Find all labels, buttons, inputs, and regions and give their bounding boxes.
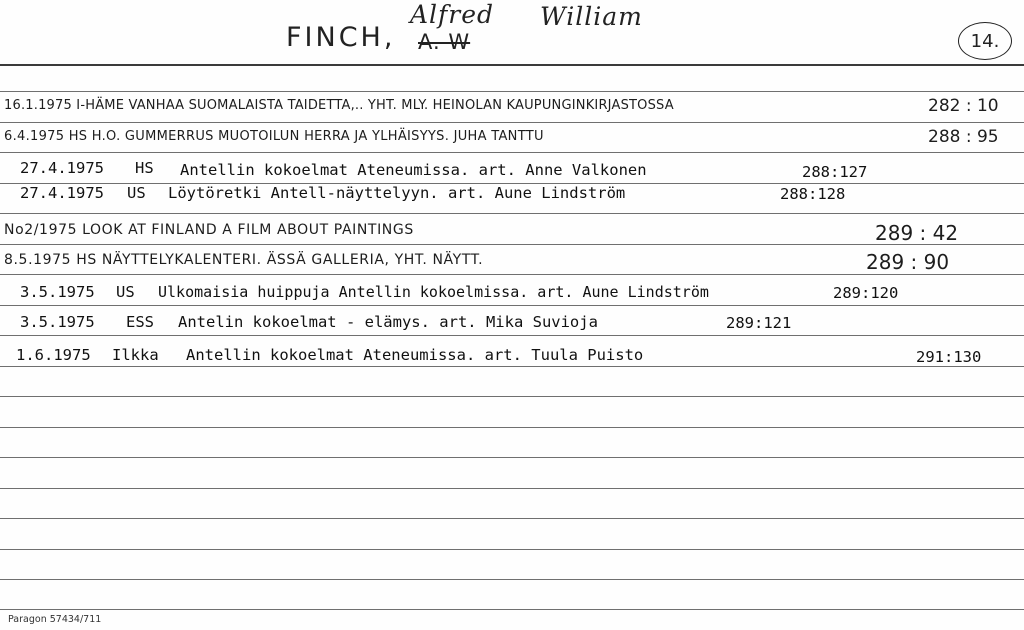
entry-text: 16.1.1975 I-HÄME VANHAA SUOMALAISTA TAIDETTA,.. YHT. MLY. HEINOLAN KAUPUNGINKIRJASTOSSA — [4, 98, 674, 113]
ruled-line — [0, 518, 1024, 519]
entry-text: Antelin kokoelmat - elämys. art. Mika Suvioja — [178, 313, 598, 331]
entry-reference: 289:121 — [726, 314, 792, 332]
entry-reference: 288:127 — [802, 163, 868, 181]
entry-reference: 288:128 — [780, 185, 846, 203]
ruled-line — [0, 274, 1024, 275]
ruled-line — [0, 396, 1024, 397]
entry-text: No2/1975 LOOK AT FINLAND A FILM ABOUT PAINTINGS — [4, 222, 414, 238]
ruled-line — [0, 335, 1024, 336]
entry-date: 3.5.1975 — [20, 313, 95, 331]
ruled-line — [0, 579, 1024, 580]
entry-reference: 289 : 90 — [866, 250, 950, 274]
print-mark: Paragon 57434/711 — [8, 614, 102, 625]
ruled-line — [0, 488, 1024, 489]
card-number — [958, 22, 1012, 60]
ruled-line — [0, 213, 1024, 214]
entry-date: 27.4.1975 — [20, 159, 104, 177]
entry-reference: 289 : 42 — [875, 221, 959, 245]
ruled-line — [0, 244, 1024, 245]
card-struck-initials: A. W — [418, 30, 471, 54]
entry-date: 27.4.1975 — [20, 184, 104, 202]
entry-source: Ilkka — [112, 346, 159, 364]
card-number-text: 14. — [970, 30, 1000, 52]
entry-date: 3.5.1975 — [20, 283, 95, 301]
ruled-line — [0, 609, 1024, 610]
entry-text: 8.5.1975 HS NÄYTTELYKALENTERI. ÄSSÄ GALLERIA, YHT. NÄYTT. — [4, 252, 484, 268]
entry-source: ESS — [126, 313, 154, 331]
entry-reference: 282 : 10 — [928, 96, 999, 116]
entry-text: Antellin kokoelmat Ateneumissa. art. Anne Valkonen — [180, 161, 647, 179]
ruled-line — [0, 152, 1024, 153]
entry-reference: 291:130 — [916, 348, 982, 366]
entry-text: Ulkomaisia huippuja Antellin kokoelmissa. art. Aune Lindström — [158, 283, 709, 301]
entry-source: US — [116, 283, 135, 301]
card-surname: FINCH, — [286, 22, 396, 53]
ruled-line — [0, 457, 1024, 458]
ruled-line — [0, 366, 1024, 367]
header-rule — [0, 64, 1024, 66]
entry-source: HS — [135, 159, 154, 177]
entry-reference: 288 : 95 — [928, 127, 999, 147]
ruled-line — [0, 122, 1024, 123]
ruled-line — [0, 305, 1024, 306]
entry-text: 6.4.1975 HS H.O. GUMMERRUS MUOTOILUN HERRA JA YLHÄISYYS. JUHA TANTTU — [4, 129, 544, 144]
entry-reference: 289:120 — [833, 284, 899, 302]
entry-source: US — [127, 184, 146, 202]
entry-text: Löytöretki Antell-näyttelyyn. art. Aune Lindström — [168, 184, 626, 202]
ruled-line — [0, 91, 1024, 92]
ruled-line — [0, 427, 1024, 428]
entry-date: 1.6.1975 — [16, 346, 91, 364]
entry-text: Antellin kokoelmat Ateneumissa. art. Tuula Puisto — [186, 346, 644, 364]
ruled-line — [0, 549, 1024, 550]
card-given-name-second: William — [540, 2, 643, 31]
card-given-name-first: Alfred — [410, 0, 495, 29]
